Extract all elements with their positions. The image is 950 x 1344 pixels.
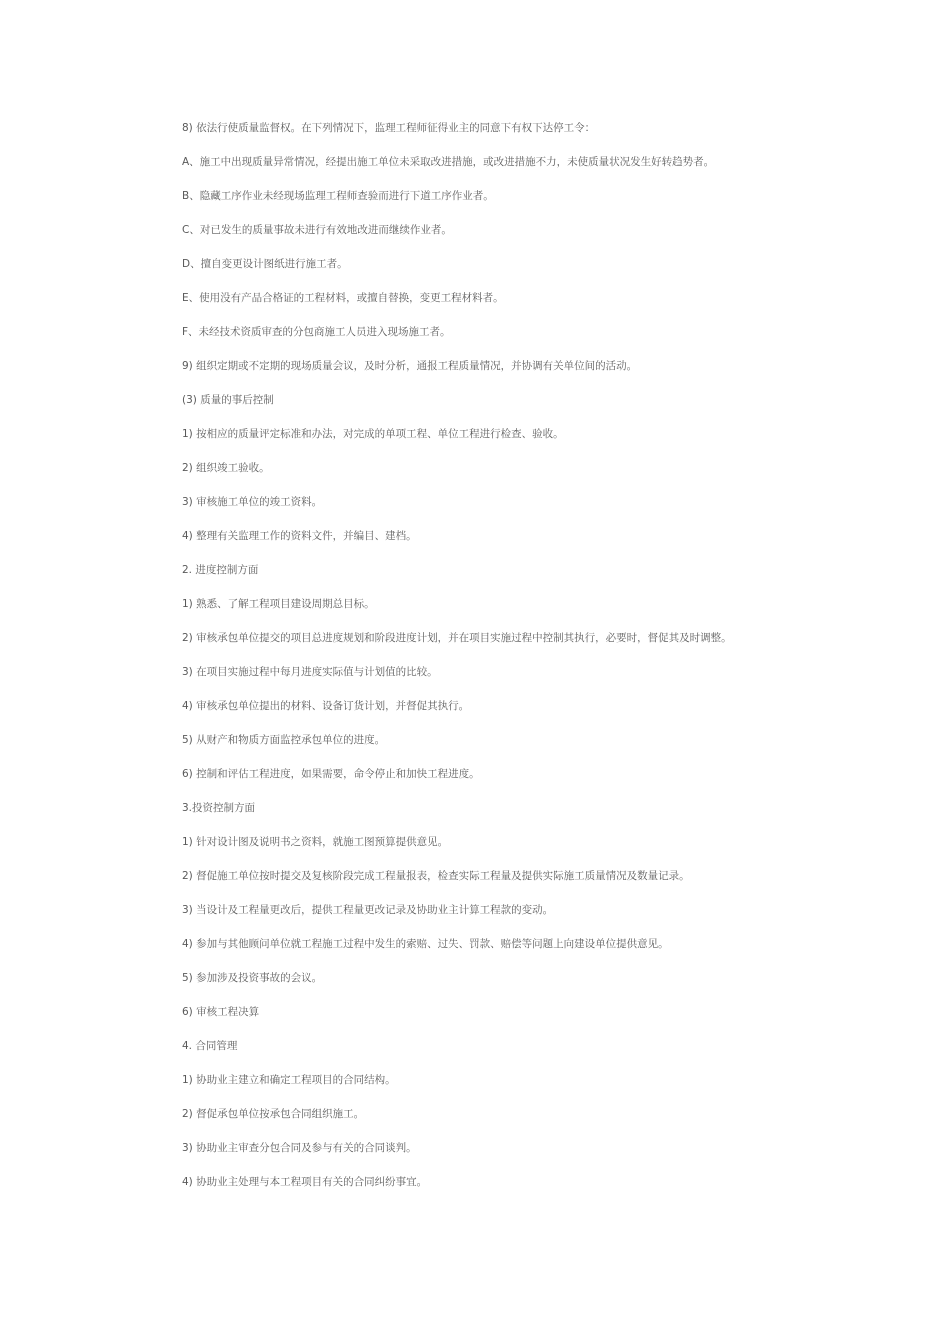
paragraph: 2) 督促施工单位按时提交及复核阶段完成工程量报表，检查实际工程量及提供实际施工质量情况及数量记录。 [182,870,690,882]
paragraph: 1) 针对设计图及说明书之资料，就施工图预算提供意见。 [182,836,449,848]
paragraph: D、擅自变更设计图纸进行施工者。 [182,258,348,270]
paragraph: 6) 审核工程决算 [182,1006,260,1018]
paragraph: 4) 整理有关监理工作的资料文件，并编目、建档。 [182,530,417,542]
paragraph: E、使用没有产品合格证的工程材料，或擅自替换，变更工程材料者。 [182,292,504,304]
paragraph: 1) 协助业主建立和确定工程项目的合同结构。 [182,1074,396,1086]
paragraph: 8) 依法行使质量监督权。在下列情况下，监理工程师征得业主的同意下有权下达停工令： [182,122,596,134]
paragraph: 1) 熟悉、了解工程项目建设周期总目标。 [182,598,375,610]
paragraph: A、施工中出现质量异常情况，经提出施工单位未采取改进措施，或改进措施不力，未使质量状况发生好转趋势者。 [182,156,715,168]
paragraph: 3) 在项目实施过程中每月进度实际值与计划值的比较。 [182,666,438,678]
paragraph: 3) 审核施工单位的竣工资料。 [182,496,323,508]
section-heading: 2. 进度控制方面 [182,564,259,576]
paragraph: 9) 组织定期或不定期的现场质量会议，及时分析，通报工程质量情况，并协调有关单位间的活动。 [182,360,638,372]
paragraph: 1) 按相应的质量评定标准和办法，对完成的单项工程、单位工程进行检查、验收。 [182,428,564,440]
section-heading: 4. 合同管理 [182,1040,238,1052]
paragraph: 5) 从财产和物质方面监控承包单位的进度。 [182,734,386,746]
paragraph: C、对已发生的质量事故未进行有效地改进而继续作业者。 [182,224,452,236]
section-heading: (3) 质量的事后控制 [182,394,274,406]
paragraph: 2) 督促承包单位按承包合同组织施工。 [182,1108,365,1120]
paragraph: 4) 参加与其他顾问单位就工程施工过程中发生的索赔、过失、罚款、赔偿等问题上向建设单位提供意见。 [182,938,669,950]
paragraph: F、未经技术资质审查的分包商施工人员进入现场施工者。 [182,326,451,338]
paragraph: 4) 审核承包单位提出的材料、设备订货计划，并督促其执行。 [182,700,470,712]
paragraph: 6) 控制和评估工程进度，如果需要，命令停止和加快工程进度。 [182,768,480,780]
paragraph: 3) 协助业主审查分包合同及参与有关的合同谈判。 [182,1142,417,1154]
paragraph: 2) 组织竣工验收。 [182,462,270,474]
paragraph: 3) 当设计及工程量更改后，提供工程量更改记录及协助业主计算工程款的变动。 [182,904,554,916]
paragraph: 5) 参加涉及投资事故的会议。 [182,972,323,984]
document-body [182,119,882,1207]
section-heading: 3.投资控制方面 [182,802,256,814]
paragraph: 4) 协助业主处理与本工程项目有关的合同纠纷事宜。 [182,1176,428,1188]
paragraph: B、隐藏工序作业未经现场监理工程师查验而进行下道工序作业者。 [182,190,494,202]
paragraph: 2) 审核承包单位提交的项目总进度规划和阶段进度计划，并在项目实施过程中控制其执行，必要时，督促其及时调整。 [182,632,732,644]
